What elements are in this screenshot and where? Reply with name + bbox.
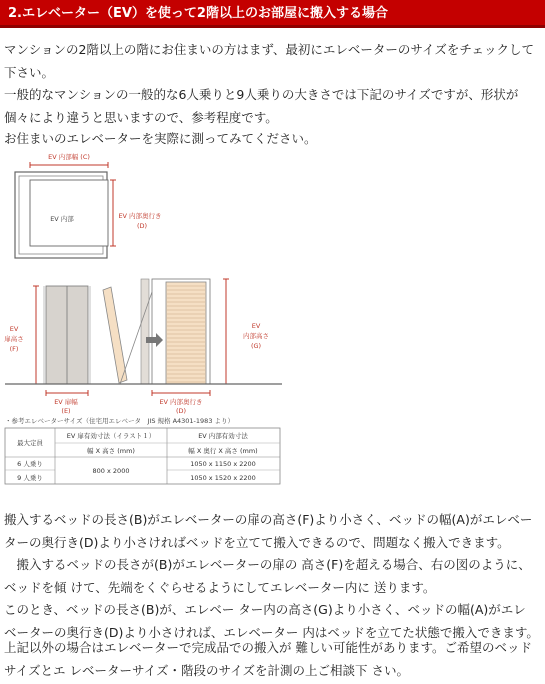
table-cell-capacity-9: 9 人乗り <box>17 474 43 482</box>
body-paragraph-2: 搬入するベッドの長さが(B)がエレベーターの扉の 高さ(F)を超える場合、右の図のように、ベッドを傾 けて、先端をくぐらせるようにしてエレベーター内に 送ります。 <box>4 557 531 595</box>
inner-height-label-2: 内部高さ <box>243 332 269 340</box>
table-header-door-1: EV 扉有効寸法（イラスト１） <box>66 432 156 440</box>
table-cell-inner-9: 1050 x 1520 x 2200 <box>190 474 256 482</box>
inner-height-label-3: (G) <box>250 342 262 350</box>
ev-width-label: EV 内部幅 (C) <box>48 153 90 161</box>
reference-caption: ・参考エレベーターサイズ（住宅用エレベータ JIS 規格 A4301-1983 より） <box>5 417 235 425</box>
door-height-label-1: EV <box>9 325 19 333</box>
table-cell-door-size: 800 x 2000 <box>92 467 130 475</box>
table-header-capacity: 最大定員 <box>17 439 43 447</box>
inner-depth-label-1: EV 内部奥行き <box>159 398 203 406</box>
ev-inside-label: EV 内部 <box>50 215 74 223</box>
inner-depth-label-2: (D) <box>175 407 187 415</box>
door-height-label-3: (F) <box>9 345 19 353</box>
ev-depth-label-2: (D) <box>136 222 148 230</box>
inner-height-label-1: EV <box>251 322 261 330</box>
reference-table <box>5 428 280 484</box>
door-width-label-2: (E) <box>61 407 71 415</box>
standing-bed <box>166 282 206 384</box>
section-heading: 2.エレベーター（EV）を使って2階以上のお部屋に搬入する場合 <box>0 0 545 28</box>
intro-paragraph-1: マンションの2階以上の階にお住まいの方はまず、最初にエレベーターのサイズをチェックして下さい。 <box>4 42 535 80</box>
body-paragraph-4: 上記以外の場合はエレベーターで完成品での搬入が 難しい可能性があります。ご希望のベッドサイズとエ レベーターサイズ・階段のサイズを計測の上ご相談下 さい。 <box>4 640 532 678</box>
table-header-inner-2: 幅 X 奥行 X 高さ (mm) <box>188 447 258 455</box>
ev-door-view <box>4 286 90 415</box>
tilted-bed <box>103 287 127 383</box>
ev-depth-label-1: EV 内部奥行き <box>118 212 162 220</box>
body-paragraph-1: 搬入するベッドの長さ(B)がエレベーターの扉の高さ(F)より小さく、ベッドの幅(A)がエレベーターの奥行き(D)より小さければベッドを立てて搬入できるので、問題なく搬入できます。 <box>4 512 533 550</box>
table-cell-capacity-6: 6 人乗り <box>17 460 43 468</box>
ev-wall <box>141 279 149 384</box>
intro-paragraph-3: お住まいのエレベーターを実際に測ってみてください。 <box>4 131 317 146</box>
table-header-door-2: 幅 X 高さ (mm) <box>87 447 135 455</box>
body-paragraph-3: このとき、ベッドの長さ(B)が、エレベー ター内の高さ(G)より小さく、ベッドの幅(A)がエレ ベーターの奥行き(D)より小さければ、エレベーター 内はベッドを立てた状態で搬入できます。 <box>4 602 539 640</box>
elevator-diagram <box>0 153 300 490</box>
ev-top-view <box>15 152 162 258</box>
door-width-label-1: EV 扉幅 <box>54 398 78 406</box>
door-height-label-2: 扉高さ <box>4 335 24 343</box>
ev-side-view <box>103 279 269 415</box>
table-header-inner-1: EV 内部有効寸法 <box>198 432 248 440</box>
table-cell-inner-6: 1050 x 1150 x 2200 <box>190 460 256 468</box>
ev-car <box>30 180 108 246</box>
intro-paragraph-2: 一般的なマンションの一般的な6人乗りと9人乗りの大きさでは下記のサイズですが、形状が個々により違うと思いますので、参考程度です。 <box>4 87 519 125</box>
